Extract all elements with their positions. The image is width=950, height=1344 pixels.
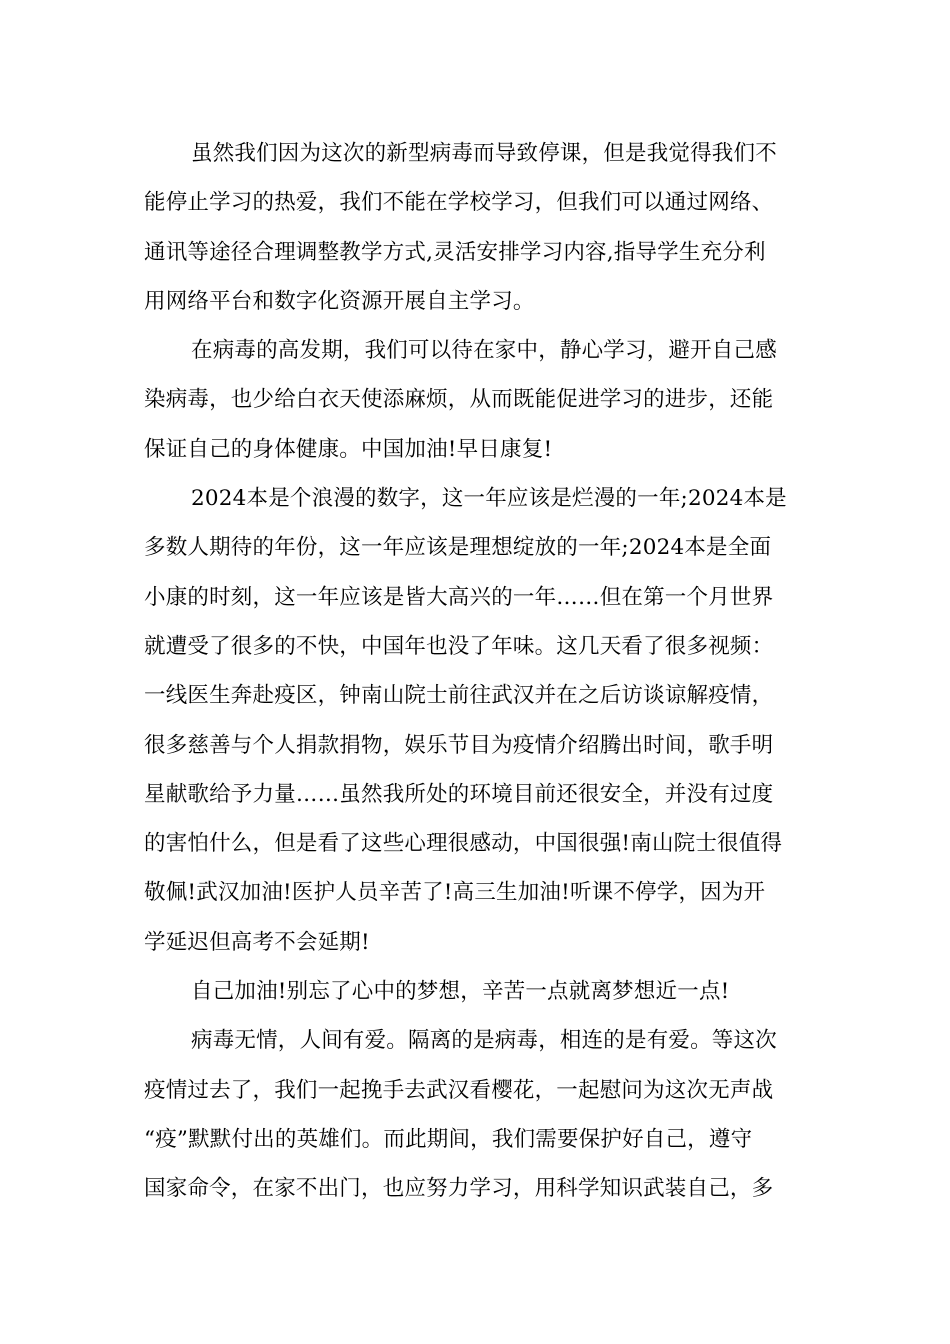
text-line: 学延迟但高考不会延期! [144,929,370,955]
paragraph-3 [144,474,808,967]
text-line: 用网络平台和数字化资源开展自主学习。 [144,288,535,314]
text-line: 2024本是个浪漫的数字，这一年应该是烂漫的一年;2024本是 [191,486,787,512]
text-line: 星献歌给予力量……虽然我所处的环境目前还很安全，并没有过度 [144,781,774,807]
text-line: 敬佩!武汉加油!医护人员辛苦了!高三生加油!听课不停学，因为开 [144,880,766,906]
document-body [144,129,808,1214]
text-line: 能停止学习的热爱，我们不能在学校学习，但我们可以通过网络、 [144,190,774,216]
text-line: 病毒无情，人间有爱。隔离的是病毒，相连的是有爱。等这次 [191,1028,777,1054]
text-line: 一线医生奔赴疫区，钟南山院士前往武汉并在之后访谈谅解疫情， [144,683,774,709]
text-line: 虽然我们因为这次的新型病毒而导致停课，但是我觉得我们不 [191,141,777,166]
text-line: 就遭受了很多的不快，中国年也没了年味。这几天看了很多视频： [144,633,774,659]
paragraph-1 [144,129,808,326]
text-line: 保证自己的身体健康。中国加油!早日康复! [144,436,553,462]
text-line: 自己加油!别忘了心中的梦想，辛苦一点就离梦想近一点! [191,979,730,1005]
text-line: 在病毒的高发期，我们可以待在家中，静心学习，避开自己感 [191,338,777,364]
paragraph-5 [144,1016,808,1213]
text-line: 疫情过去了，我们一起挽手去武汉看樱花，一起慰问为这次无声战 [144,1077,774,1103]
text-line: 国家命令，在家不出门，也应努力学习，用科学知识武装自己，多 [144,1176,774,1202]
text-line: 小康的时刻，这一年应该是皆大高兴的一年……但在第一个月世界 [144,584,774,610]
text-line: “疫”默默付出的英雄们。而此期间，我们需要保护好自己，遵守 [144,1126,753,1152]
text-line: 通讯等途径合理调整教学方式,灵活安排学习内容,指导学生充分利 [144,239,766,265]
text-line: 多数人期待的年份，这一年应该是理想绽放的一年;2024本是全面 [144,535,772,561]
text-line: 的害怕什么，但是看了这些心理很感动，中国很强!南山院士很值得 [144,831,783,857]
paragraph-2 [144,326,808,474]
text-line: 很多慈善与个人捐款捐物，娱乐节目为疫情介绍腾出时间，歌手明 [144,732,774,758]
text-line: 染病毒，也少给白衣天使添麻烦，从而既能促进学习的进步，还能 [144,387,774,413]
paragraph-4 [144,967,808,1016]
